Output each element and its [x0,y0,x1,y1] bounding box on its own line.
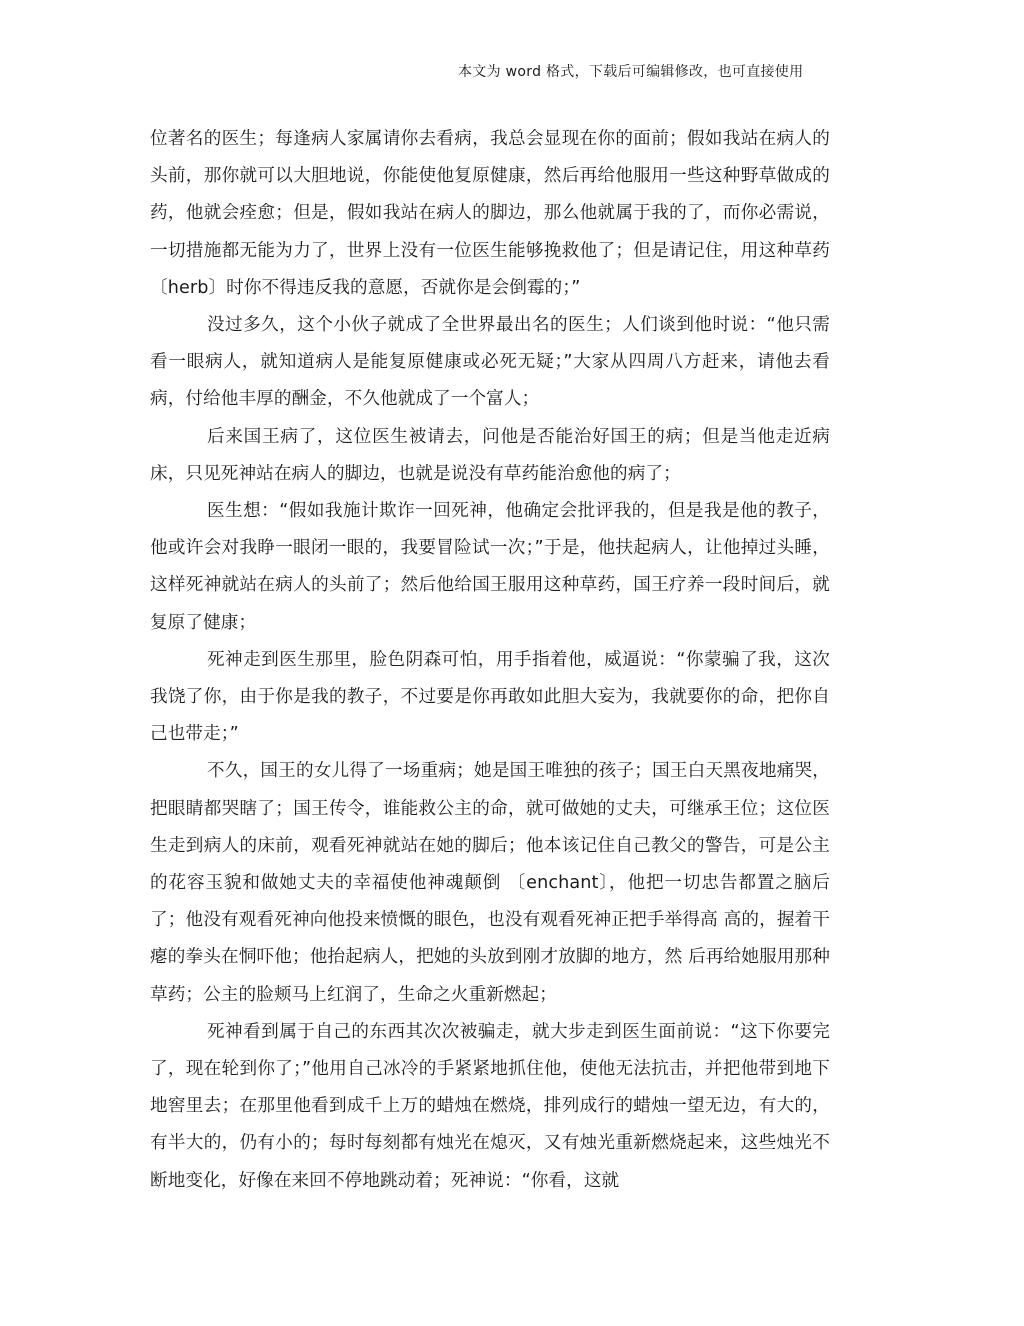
paragraph: 医生想：“假如我施计欺诈一回死神，他确定会批评我的，但是我是他的教子，他或许会对我睁一眼闭一眼的，我要冒险试一次；”于是，他扶起病人，让他掉过头睡，这样死神就站在病人的头前了；然后他给国王服用这种草药，国王疗养一段时间后，就复原了健康； [150,501,830,633]
paragraph: 死神走到医生那里，脸色阴森可怕，用手指着他，威逼说：“你蒙骗了我，这次我饶了你，由于你是我的教子，不过要是你再敢如此胆大妄为，我就要你的命，把你自己也带走；” [150,649,830,745]
header-note: 本文为 word 格式，下载后可编辑修改，也可直接使用 [458,64,804,80]
paragraph: 位著名的医生；每逢病人家属请你去看病，我总会显现在你的面前；假如我站在病人的头前，那你就可以大胆地说，你能使他复原健康，然后再给他服用一些这种野草做成的药，他就会痊愈；但是，假如我站在病人的脚边，那么他就属于我的了，而你必需说，一切措施都无能为力了，世界上没有一位医生能够挽救他了；但是请记住，用这种草药 〔herb〕时你不得违反我的意愿，否就你是会倒霉的；” [150,129,830,298]
paragraph: 没过多久，这个小伙子就成了全世界最出名的医生；人们谈到他时说：“他只需看一眼病人，就知道病人是能复原健康或必死无疑；”大家从四周八方赶来，请他去看病，付给他丰厚的酬金，不久他就成了一个富人； [150,315,830,410]
document-body [150,121,830,1200]
paragraph: 死神看到属于自己的东西其次次被骗走，就大步走到医生面前说：“这下你要完了，现在轮到你了；”他用自己冰冷的手紧紧地抓住他，使他无法抗击，并把他带到地下地窖里去；在那里他看到成千上万的蜡烛在燃烧，排列成行的蜡烛一望无边，有大的，有半大的，仍有小的；每时每刻都有烛光在熄灭，又有烛光重新燃烧起来，这些烛光不断地变化，好像在来回不停地跳动着；死神说：“你看，这就 [150,1021,830,1191]
paragraph: 不久，国王的女儿得了一场重病；她是国王唯独的孩子；国王白天黑夜地痛哭，把眼睛都哭瞎了；国王传令，谁能救公主的命，就可做她的丈夫，可继承王位；这位医生走到病人的床前，观看死神就站在她的脚后；他本该记住自己教父的警告，可是公主的花容玉貌和做她丈夫的幸福使他神魂颠倒 〔enchant〕，他把一切忠告都置之脑后了；他没有观看死神向他投来愤慨的眼色，也没有观看死神正把手举得高 高的，握着干瘪的拳头在恫吓他；他抬起病人，把她的头放到刚才放脚的地方，然 后再给她服用那种草药；公主的脸颊马上红润了，生命之火重新燃起； [150,761,830,1005]
paragraph: 后来国王病了，这位医生被请去，问他是否能治好国王的病；但是当他走近病床，只见死神站在病人的脚边，也就是说没有草药能治愈他的病了； [150,426,830,484]
